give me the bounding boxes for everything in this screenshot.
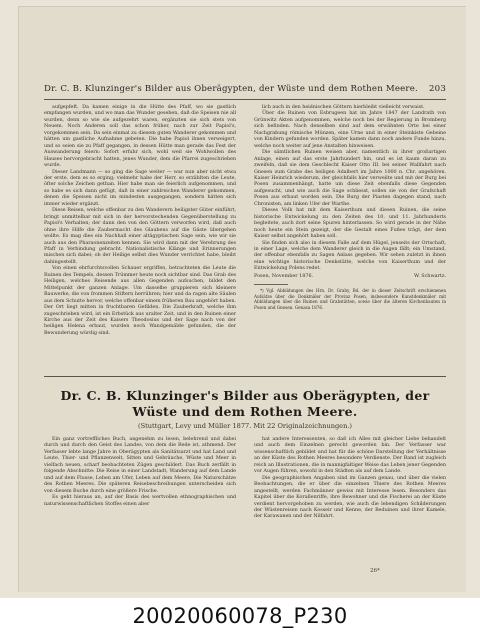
signature: W. Schwartz.: [413, 272, 446, 279]
paragraph: Von einen ehrfurchtsvollen Schauer ergriffen, betrachteten die Leute die Ruinen des Tempels, dessen Trümmer heute noch sichtbar sind. Das Grab des Heiligen, welches Reisende aus allen Gegenden aufsuchen, bildet den Mittelpunkt der ganzen Anlage. Um dasselbe gruppieren sich kleinere Bauwerke, die von frommen Stiftern herrühren; hier und da ragen alte Säulen aus dem Schutte hervor, welche offenbar einem früheren Bau angehört haben. Der Ort liegt mitten in fruchtbaren Gefilden. Die Zauberkraft, welche ihm zugeschrieben wird, ist ein Erbstück aus uralter Zeit, und in den Ruinen einer Kirche aus der Zeit des Kaisers Theodosius und der Sage nach von der heiligen Helena erbaut, wurden noch Wandgemälde gefunden, die der Bewunderung würdig sind.: [44, 265, 236, 336]
running-title: Dr. C. B. Klunzinger's Bilder aus Oberägypten, der Wüste und dem Rothen Meere.: [44, 84, 418, 94]
article-title: Dr. C. B. Klunzinger's Bilder aus Oberägypten, der Wüste und dem Rothen Meere.: [60, 388, 430, 419]
paragraph: Über die Ruinen von Esbrugeen hat im Jahre 1847 der Landrath von Grünwitz Akten aufgenommen, welche noch bei der Regierung in Bromberg sich befinden. Nach denselben sind auf dem erwähnten Orte bei einer Nachgrabung römische Münzen, eine Urne und in einer Steinkiste Gebeine von Kindern gefunden worden. Später kamen dann noch andere Funde hinzu, welche noch weiter auf jene Anstalten hinweisen.: [254, 110, 446, 149]
paragraph: Die geographischen Angaben sind im Ganzen genau, und über die vielen Beobachtungen, die er über die einzelnen Thiere des Rothen Meeres angestellt, werden Fachmänner gewiss mit Interesse lesen. Besonders das Kapitel über die Korallenriffe, ihre Bewohner und die Fischerei an der Küste verdient hervorgehoben zu werden, wie auch die lebendigen Schilderungen der Wüstenreisen nach Kosseir und Kenne, der Beduinen und ihrer Kamele, der Karawanen und der Nilfahrt.: [254, 474, 446, 520]
footnote-rule: [254, 284, 288, 285]
paragraph: Diese Reisen, welche offenbar zu den Wanderern heiligster Güter einführt, bringt unmittelbar mit sich in der hervorstechenden Gegenüberstellung zu Papiol's Verhalten; der dann den von den Göttern verworfen wird, daß auch ohne ihre Hilfe die Zaubermacht des Glaubens auf die Gäste übergehen wollte. Es mag dies ein Nachhall einer altägyptischen Sage sein, wie wir sie auch aus den Pharaonenzeiten kennen. Sie wird dann mit der Verehrung des Pfaff in Verbindung gebracht. Nationalistische Klänge und Erinnerungen mischen sich dabei; ob der Heilige selbst dies Wunder verrichtet habe, bleibt dahingestellt.: [44, 207, 236, 265]
paragraph: Die sämtlichen Ruinen weisen aber, namentlich in ihrer großartigen Anlage, einen auf das erste Jahrhundert hin, und es ist kaum daran zu zweifeln, daß sie dem Geschlecht Kaiser Otto III. bei seiner Wallfahrt nach Gnesen zum Grabe des heiligen Adalbert im Jahre 1000 n. Chr. angehören. Kaiser Heinrich wiederum, der gleichfalls hier verweilte und mit der Burg bei Posen zusammenhängt, hatte um diese Zeit ebenfalls diese Gegenden aufgesucht, und wie auch die Sage schliesst, sollen sie von der Grafschaft Posen aus erbaut worden sein. Die Burg der Piasten dagegen stand, nach Chronisten, am linken Ufer der Warthe.: [254, 149, 446, 207]
page-number: 203: [428, 84, 446, 94]
article-subtitle: (Stuttgart, Levy und Müller 1877. Mit 22 Originalzeichnungen.): [138, 422, 352, 430]
dateline: Posen, November 1876.: [254, 272, 314, 279]
paragraph: Dieses Volk hat mit dem Kaiserthum und diesen Ruinen, die seine historische Entwickelung zu den Zeiten des 10. und 11. Jahrhunderts begleitete, auch dort seine Spuren hinterlassen. So wird gerade in der Nähe noch heute ein Stein gezeigt, der die Gestalt eines Fußes trägt, der dem Kaiser selbst angehört haben soll.: [254, 207, 446, 240]
archive-id: 20020060078_P230: [132, 604, 348, 628]
paragraph: Ein ganz vortreffliches Buch, angenehm zu lesen, belehrend und dabei durch und durch den Geist des Landes, von dem die Rede ist, athmend. Der Verfasser lebte lange Jahre in Oberägypten als Sanitätsarzt und hat Land und Leute, Thier- und Pflanzenwelt, Sitten und Gebräuche, Wüste und Meer in vielfach neuen, scharf beobachteten Zügen geschildert. Das Buch zerfällt in folgende Abschnitte: Die Reise in einer Landstadt, Wanderung auf dem Lande und auf dem Flusse, Leben am Ufer, Leben auf dem Meere, Die Naturschätze des Rothen Meeres. Die späteren Reisebeschreibungen unterscheiden sich von diesem Buche durch eine größere Frische.: [44, 436, 236, 494]
footnote: *) Vgl. Abbildungen des Hrn. Dr. Graby, Bd. der in dieser Zeitschrift erschienenen Aufsätze über die Denkmäler der Provinz Posen, insbesondere Kunstdenkmäler mit Abbildungen über die Ruinen und Grabstätten, sowie über die älteren Kirchenbauten in Posen und Gnesen. Genasa 1876.: [254, 288, 446, 310]
lower-left-column: [44, 436, 236, 562]
paragraph: Sie finden sich also in diesem Falle auf dem Hügel, jenseits der Ortschaft, in einer Lage, welche dem Wanderer gleich in die Augen fällt; ein Umstand, der offenbar ebenfalls zu Sagen Anlass gegeben. Wir sehen zuletzt in ihnen eine wichtige historische Denkstätte, welche von Kaiserthum und der Entwickelung Polens redet.: [254, 239, 446, 272]
header-rule: [44, 99, 446, 100]
paragraph: lich auch in den heidnischen Göttern hierbleibt vielleicht verwaist.: [262, 104, 425, 110]
running-head: [44, 84, 446, 98]
paragraph: Dieser Landmann — so ging die Sage weiter — war nun aber nicht etwa der erste, dem es so erging; vielmehr habe der Herr, so erzählten die Leute, öfter solche Zeichen gethan. Hier habe man sie feierlich aufgenommen, und so habe es sich dann gefügt, daß in einer zahlreichen Wanderer gekommen, denen die Speisen nicht im mindesten ausgegangen, sondern hätten sich immer wieder ergänzt.: [44, 168, 236, 207]
section-rule-top: [44, 376, 446, 377]
upper-right-column: [254, 104, 446, 366]
paragraph: hat andere Interessenten, so daß ich Alles mit gleicher Liebe behandelt und auch dem Einzelnen gerecht geworden bin. Der Verfasser war wissenschaftlich gebildet und hat für die schöne Darstellung der Verhältnisse an der Küste des Rothen Meeres besondere Verdienste. Der Band ist zugleich reich an Illustrationen, die in mannigfaltiger Weise das Leben jener Gegenden vor Augen führen, sowohl in den Städten als auf dem Lande.: [254, 436, 446, 475]
paragraph: aufgepfeft. Da kamen einige in die Hütte des Pfaff, wo sie gastlich empfangen wurden, und wo man das Wunder gesehen, daß die Speisen nie all wurden, denn so wie sie aufgezehrt waren, ergänzten sie sich stets von Neuem. Noch Anderen soll das schon früher, nach zur Zeit Papiol's, vorgekommen sein. Da sein einmal zu diesem guten Wanderer gekommen und hätten um gastliche Aufnahme gebeten. Die habe Papiol ihnen verweigert, und so seien sie zu Pfaff gegangen, in dessen Hütte man gerade das Fest der Auswanderung feiern: Sofort erfuhr sich, wohl weil sie Wohlwollen des Hauses hervorgebracht hatten, jenes Wunder, dem die Pfarrei zugeschrieben wurde.: [44, 104, 236, 169]
paragraph: Es geht hieraus an, auf der Basis des wertvollen ethnographischen und naturwissenschaftlichen Stoffes einen aber: [44, 494, 236, 507]
signature-mark: 26*: [370, 568, 380, 574]
lower-right-column: [254, 436, 446, 562]
upper-left-column: [44, 104, 236, 366]
